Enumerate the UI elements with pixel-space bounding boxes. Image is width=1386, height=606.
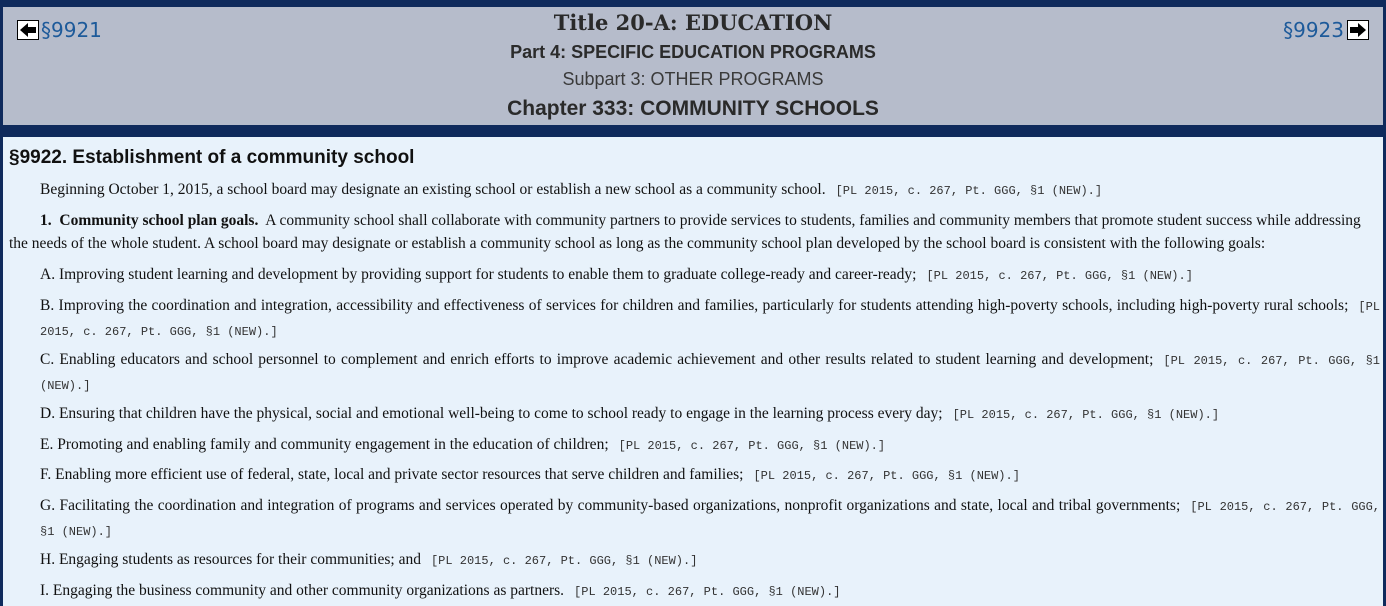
item-label: G. (40, 497, 56, 514)
history-note: [PL 2015, c. 267, Pt. GGG, §1 (NEW).] (753, 469, 1020, 483)
list-item (40, 348, 1380, 398)
title-heading: Title 20-A: EDUCATION (553, 10, 833, 35)
list-item (40, 433, 1380, 458)
next-section-label[interactable]: §9923 (1283, 18, 1344, 42)
item-text: Enabling educators and school personnel to complement and enrich efforts to improve academic achievement and other results related to student learning and development; (59, 351, 1154, 368)
subsection-number: 1. (40, 212, 52, 229)
item-text: Improving student learning and development by providing support for students to enable them to graduate college-ready and career-ready; (58, 266, 917, 283)
history-note: [PL 2015, c. 267, Pt. GGG, §1 (NEW).] (40, 300, 1380, 339)
list-item (40, 294, 1380, 344)
item-label: C. (40, 351, 55, 368)
list-item (40, 263, 1380, 288)
item-text: Ensuring that children have the physical, social and emotional well-being to come to school ready to engage in the learning process every day; (58, 405, 943, 422)
item-text: Engaging the business community and other community organizations as partners. (52, 582, 565, 599)
section-heading: §9922. Establishment of a community school (9, 147, 415, 168)
item-label: D. (40, 405, 56, 422)
subpart-heading: Subpart 3: OTHER PROGRAMS (562, 69, 824, 89)
history-note: [PL 2015, c. 267, Pt. GGG, §1 (NEW).] (618, 439, 886, 453)
item-text: Facilitating the coordination and integration of programs and services operated by community-based organizations, nonprofit organizations and state, local and tribal governments; (59, 497, 1181, 514)
subsection-1 (9, 209, 1379, 255)
part-heading: Part 4: SPECIFIC EDUCATION PROGRAMS (510, 42, 876, 62)
list-item (40, 463, 1380, 488)
item-label: A. (40, 266, 56, 283)
history-note: [PL 2015, c. 267, Pt. GGG, §1 (NEW).] (40, 500, 1380, 539)
item-text: Promoting and enabling family and community engagement in the education of children; (57, 436, 609, 453)
item-label: E. (40, 436, 54, 453)
intro-text: Beginning October 1, 2015, a school board may designate an existing school or establish a new school as a community school. (40, 181, 826, 198)
list-item (40, 579, 1380, 604)
item-label: B. (40, 297, 55, 314)
history-note: [PL 2015, c. 267, Pt. GGG, §1 (NEW).] (926, 269, 1193, 283)
statute-header (3, 7, 1383, 125)
prev-section-label[interactable]: §9921 (41, 18, 102, 42)
list-item (40, 494, 1380, 544)
subsection-text: A community school shall collaborate with community partners to provide services to students, families and community members that promote student success while addressing the needs of the whole student. A school board may designate or establish a community school as long as the community school plan developed by the school board is consistent with the following goals: (9, 212, 1361, 252)
item-text: Enabling more efficient use of federal, state, local and private sector resources that serve children and families; (55, 466, 744, 483)
history-note: [PL 2015, c. 267, Pt. GGG, §1 (NEW).] (952, 408, 1220, 422)
history-note: [PL 2015, c. 267, Pt. GGG, §1 (NEW).] (574, 585, 841, 599)
section-content (3, 137, 1383, 606)
subsection-title: Community school plan goals. (59, 212, 259, 229)
item-label: F. (40, 466, 52, 483)
history-note: [PL 2015, c. 267, Pt. GGG, §1 (NEW).] (835, 184, 1103, 198)
list-item (40, 402, 1380, 427)
history-note: [PL 2015, c. 267, Pt. GGG, §1 (NEW).] (430, 554, 698, 568)
item-label: H. (40, 551, 56, 568)
item-label: I. (40, 582, 50, 599)
list-item (40, 548, 1380, 573)
chapter-heading: Chapter 333: COMMUNITY SCHOOLS (507, 97, 879, 120)
intro-paragraph (40, 178, 1370, 203)
item-text: Improving the coordination and integration, accessibility and effectiveness of services for children and families, particularly for students attending high-poverty schools, including high-poverty rural schools; (58, 297, 1349, 314)
history-note: [PL 2015, c. 267, Pt. GGG, §1 (NEW).] (40, 354, 1380, 393)
item-text: Engaging students as resources for their communities; and (58, 551, 421, 568)
